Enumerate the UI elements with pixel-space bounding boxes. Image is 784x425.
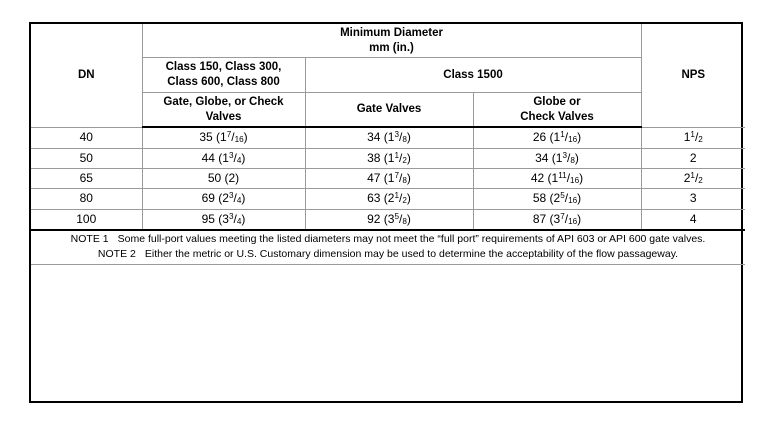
header-cell-valve-type-c	[473, 92, 641, 127]
header-cell-class-group-b: Class 1500	[305, 58, 641, 92]
cell-dn: 65	[31, 169, 142, 189]
notes-cell	[31, 230, 745, 264]
cell-class-1500-globe-check-valves: 34 $(1^3/_8)$	[473, 148, 641, 168]
cell-class-1500-globe-check-valves: 42 $(1^{11}/_{16})$	[473, 169, 641, 189]
cell-class-150-300-600-800: 50 (2)	[142, 169, 305, 189]
table-row	[31, 169, 745, 189]
valve-type-c-line-1: Globe or	[533, 95, 581, 108]
table-row	[31, 127, 745, 148]
cell-class-150-300-600-800: 69 $(2^3/_4)$	[142, 189, 305, 209]
header-cell-class-group-a	[142, 58, 305, 92]
minimum-diameter-line-1: Minimum Diameter	[340, 27, 443, 39]
table-data-body	[31, 127, 745, 230]
minimum-diameter-line-2: mm (in.)	[369, 41, 414, 54]
header-cell-minimum-diameter	[142, 24, 641, 58]
header-row-title	[31, 24, 745, 58]
cell-class-1500-gate-valves: 34 $(1^3/_8)$	[305, 127, 473, 148]
note-1-label: NOTE 1	[70, 233, 109, 246]
cell-class-150-300-600-800: 44 $(1^3/_4)$	[142, 148, 305, 168]
cell-dn: 50	[31, 148, 142, 168]
cell-class-1500-gate-valves: 38 $(1^1/_2)$	[305, 148, 473, 168]
header-cell-nps: NPS	[641, 24, 745, 127]
cell-class-1500-gate-valves: 92 $(3^5/_8)$	[305, 209, 473, 230]
header-cell-valve-type-b: Gate Valves	[305, 92, 473, 127]
table-notes-body	[31, 230, 745, 264]
cell-nps: $2^1/_2$	[641, 169, 745, 189]
class-group-a-line-1: Class 150, Class 300,	[165, 61, 282, 74]
table-row	[31, 148, 745, 168]
note-2-label: NOTE 2	[97, 247, 136, 260]
cell-class-1500-globe-check-valves: 58 $(2^5/_{16})$	[473, 189, 641, 209]
cell-nps: 4	[641, 209, 745, 230]
valve-type-a-line-2: Valves	[205, 110, 242, 123]
cell-dn: 100	[31, 209, 142, 230]
cell-dn: 80	[31, 189, 142, 209]
cell-nps: $1^1/_2$	[641, 127, 745, 148]
cell-dn: 40	[31, 127, 142, 148]
note-2-text: Either the metric or U.S. Customary dimension may be used to determine the acceptability of the flow passageway.	[144, 247, 679, 260]
cell-class-150-300-600-800: 95 $(3^3/_4)$	[142, 209, 305, 230]
valve-type-c-line-2: Check Valves	[520, 110, 594, 123]
cell-nps: 3	[641, 189, 745, 209]
table-row	[31, 189, 745, 209]
specification-table-container	[29, 22, 743, 403]
cell-class-1500-gate-valves: 47 $(1^7/_8)$	[305, 169, 473, 189]
valve-type-a-line-1: Gate, Globe, or Check	[163, 95, 284, 108]
note-2	[34, 248, 742, 261]
class-group-a-line-2: Class 600, Class 800	[167, 76, 280, 89]
minimum-diameter-table	[31, 24, 745, 265]
header-cell-dn: DN	[31, 24, 142, 127]
notes-row	[31, 230, 745, 264]
cell-class-1500-gate-valves: 63 $(2^1/_2)$	[305, 189, 473, 209]
table-row	[31, 209, 745, 230]
header-cell-valve-type-a	[142, 92, 305, 127]
note-1	[34, 233, 742, 246]
note-1-text: Some full-port values meeting the listed diameters may not meet the “full port” requirements of API 603 or API 600 gate valves.	[117, 233, 706, 246]
cell-nps: 2	[641, 148, 745, 168]
cell-class-1500-globe-check-valves: 87 $(3^7/_{16})$	[473, 209, 641, 230]
cell-class-150-300-600-800: 35 $(1^7/_{16})$	[142, 127, 305, 148]
cell-class-1500-globe-check-valves: 26 $(1^1/_{16})$	[473, 127, 641, 148]
